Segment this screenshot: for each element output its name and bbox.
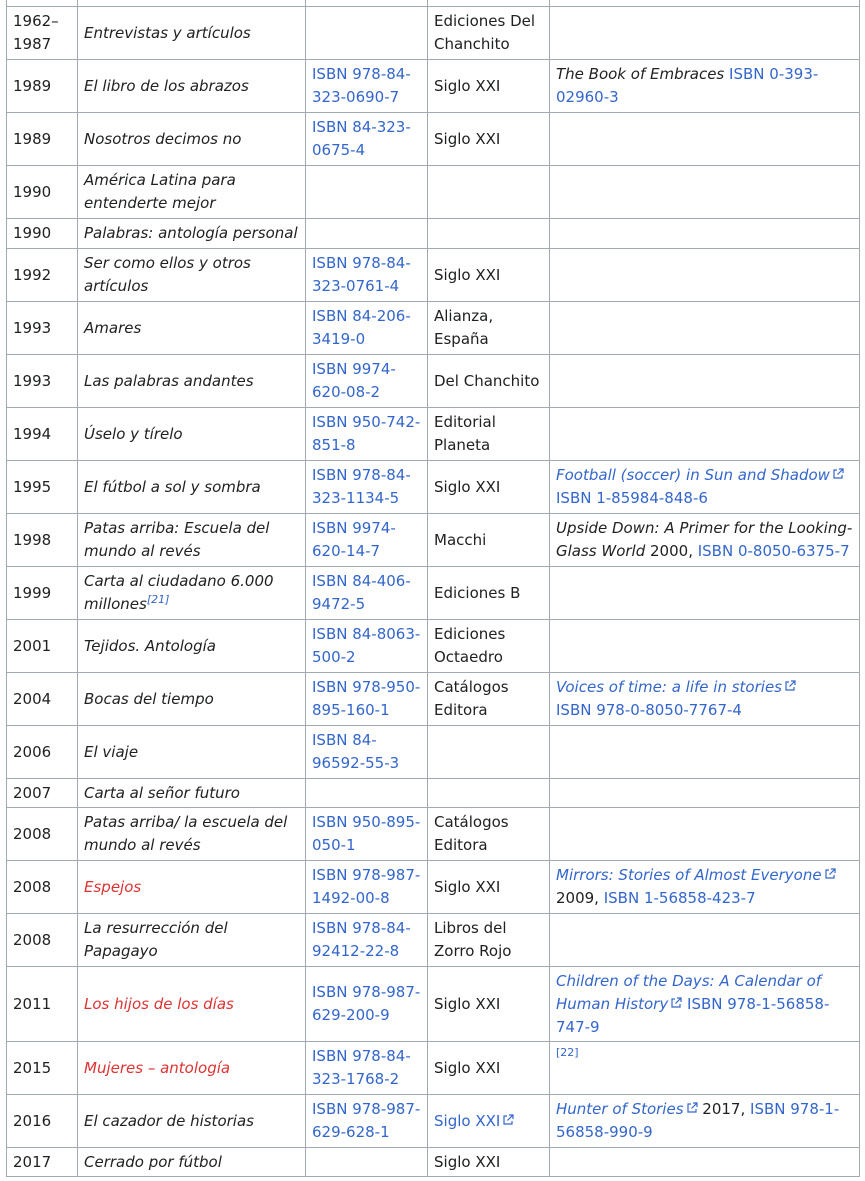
isbn-link[interactable]: ISBN 978-1-56858-747-9: [556, 994, 830, 1036]
publisher-cell: Ediciones B: [428, 567, 550, 620]
isbn-cell: [306, 113, 428, 166]
isbn-cell: [306, 808, 428, 861]
title-cell: El viaje: [78, 726, 306, 779]
publisher-cell: [428, 166, 550, 219]
year-cell: 2008: [7, 861, 78, 914]
isbn-cell: [306, 461, 428, 514]
year-cell: 1990: [7, 219, 78, 249]
year-cell: 1992: [7, 249, 78, 302]
year-cell: 1962–1987: [7, 7, 78, 60]
year-cell: 1993: [7, 355, 78, 408]
isbn-link[interactable]: ISBN 978-84-323-1768-2: [312, 1047, 411, 1088]
title-redlink[interactable]: Los hijos de los días: [84, 994, 234, 1013]
title-cell: Las palabras andantes: [78, 355, 306, 408]
isbn-cell: [306, 355, 428, 408]
year-cell: 1990: [7, 166, 78, 219]
year-cell: 1998: [7, 514, 78, 567]
title-cell: Palabras: antología personal: [78, 219, 306, 249]
publisher-cell: Siglo XXI: [428, 967, 550, 1042]
isbn-link[interactable]: ISBN 950-742-851-8: [312, 413, 421, 454]
reference-link[interactable]: [21]: [146, 593, 170, 606]
title-text: Carta al ciudadano 6.000 millones: [84, 572, 274, 613]
table-row: [7, 779, 860, 808]
publisher-cell: [428, 219, 550, 249]
title-cell: Úselo y tírelo: [78, 408, 306, 461]
isbn-link[interactable]: ISBN 84-406-9472-5: [312, 572, 411, 613]
english-cell: [550, 779, 860, 808]
english-cell: [550, 673, 860, 726]
year-cell: 2008: [7, 808, 78, 861]
isbn-cell: [306, 166, 428, 219]
publisher-cell: Siglo XXI: [428, 60, 550, 113]
isbn-cell: [306, 914, 428, 967]
isbn-cell: [306, 1095, 428, 1148]
title-cell: Nosotros decimos no: [78, 113, 306, 166]
title-cell: El libro de los abrazos: [78, 60, 306, 113]
english-cell: [550, 7, 860, 60]
isbn-link[interactable]: ISBN 84-8063-500-2: [312, 625, 421, 666]
table-row: [7, 355, 860, 408]
isbn-link[interactable]: ISBN 1-85984-848-6: [556, 489, 708, 507]
english-cell: [550, 1148, 860, 1177]
year-cell: 1993: [7, 302, 78, 355]
english-title: The Book of Embraces: [556, 65, 725, 83]
external-link-icon: [832, 468, 844, 480]
english-title-link[interactable]: Mirrors: Stories of Almost Everyone: [556, 866, 822, 884]
english-cell: [550, 1095, 860, 1148]
english-title-link[interactable]: Children of the Days: A Calendar of Human History: [556, 971, 822, 1013]
isbn-link[interactable]: ISBN 0-8050-6375-7: [697, 542, 850, 560]
table-row: [7, 567, 860, 620]
isbn-link[interactable]: ISBN 9974-620-08-2: [312, 360, 396, 401]
table-row: [7, 861, 860, 914]
isbn-link[interactable]: ISBN 978-84-323-0690-7: [312, 65, 411, 106]
isbn-cell: [306, 219, 428, 249]
isbn-cell: [306, 7, 428, 60]
isbn-link[interactable]: ISBN 978-950-895-160-1: [312, 678, 421, 719]
publisher-cell: Siglo XXI: [428, 1042, 550, 1095]
title-cell: Entrevistas y artículos: [78, 7, 306, 60]
publisher-cell: Siglo XXI: [428, 1148, 550, 1177]
english-cell: [550, 166, 860, 219]
year-cell: 1999: [7, 567, 78, 620]
year-cell: 2008: [7, 914, 78, 967]
title-cell: [78, 1042, 306, 1095]
table-row: [7, 408, 860, 461]
external-link-icon: [670, 997, 682, 1009]
english-title-link[interactable]: Voices of time: a life in stories: [556, 678, 782, 696]
english-title-link[interactable]: Football (soccer) in Sun and Shadow: [556, 466, 830, 484]
title-cell: [78, 967, 306, 1042]
table-row: [7, 726, 860, 779]
english-cell: [550, 355, 860, 408]
english-cell: [550, 914, 860, 967]
english-year: 2009,: [556, 889, 604, 907]
year-cell: 2006: [7, 726, 78, 779]
table-row: [7, 461, 860, 514]
publisher-cell: Ediciones Del Chanchito: [428, 7, 550, 60]
publisher-cell: Ediciones Octaedro: [428, 620, 550, 673]
title-cell: Cerrado por fútbol: [78, 1148, 306, 1177]
isbn-cell: [306, 779, 428, 808]
isbn-link[interactable]: ISBN 978-987-1492-00-8: [312, 866, 421, 907]
isbn-link[interactable]: ISBN 978-84-92412-22-8: [312, 919, 411, 960]
isbn-link[interactable]: ISBN 0-393-02960-3: [556, 65, 819, 106]
publisher-cell: [428, 779, 550, 808]
english-cell: [550, 302, 860, 355]
english-title-link[interactable]: Hunter of Stories: [556, 1100, 684, 1118]
title-cell: Patas arriba: Escuela del mundo al revés: [78, 514, 306, 567]
year-cell: 2017: [7, 1148, 78, 1177]
english-cell: [550, 514, 860, 567]
year-cell: 1994: [7, 408, 78, 461]
table-row: [7, 302, 860, 355]
title-cell: Ser como ellos y otros artículos: [78, 249, 306, 302]
year-cell: 2015: [7, 1042, 78, 1095]
isbn-cell: [306, 673, 428, 726]
table-row: [7, 249, 860, 302]
external-link-icon: [502, 1114, 514, 1126]
english-year: 2017,: [697, 1100, 751, 1118]
year-cell: 2016: [7, 1095, 78, 1148]
publisher-cell: [428, 726, 550, 779]
title-cell: La resurrección del Papagayo: [78, 914, 306, 967]
title-cell: [78, 861, 306, 914]
english-cell: [550, 620, 860, 673]
publisher-cell: Siglo XXI: [428, 249, 550, 302]
title-cell: Amares: [78, 302, 306, 355]
isbn-link[interactable]: ISBN 1-56858-423-7: [603, 889, 756, 907]
english-cell: [550, 808, 860, 861]
english-cell: [550, 1042, 860, 1095]
isbn-cell: [306, 514, 428, 567]
title-cell: Tejidos. Antología: [78, 620, 306, 673]
title-cell: Bocas del tiempo: [78, 673, 306, 726]
english-cell: [550, 249, 860, 302]
external-link-icon: [824, 868, 836, 880]
year-cell: 2001: [7, 620, 78, 673]
publisher-cell: Siglo XXI: [428, 861, 550, 914]
table-row: [7, 620, 860, 673]
isbn-link[interactable]: ISBN 978-0-8050-7767-4: [556, 701, 742, 719]
publisher-cell: Catálogos Editora: [428, 673, 550, 726]
isbn-cell: [306, 1042, 428, 1095]
table-row: [7, 808, 860, 861]
table-row: [7, 514, 860, 567]
year-cell: 2011: [7, 967, 78, 1042]
isbn-link[interactable]: ISBN 84-206-3419-0: [312, 307, 411, 348]
table-row: [7, 7, 860, 60]
table-row: [7, 1095, 860, 1148]
publisher-cell: Siglo XXI: [428, 113, 550, 166]
isbn-link[interactable]: ISBN 84-323-0675-4: [312, 118, 411, 159]
year-cell: 1989: [7, 113, 78, 166]
english-cell: [550, 113, 860, 166]
title-cell: Patas arriba/ la escuela del mundo al revés: [78, 808, 306, 861]
publisher-cell: Siglo XXI: [428, 461, 550, 514]
isbn-link[interactable]: ISBN 978-987-629-628-1: [312, 1100, 421, 1141]
year-cell: 1995: [7, 461, 78, 514]
year-cell: 2007: [7, 779, 78, 808]
isbn-link[interactable]: ISBN 978-84-323-0761-4: [312, 254, 411, 295]
isbn-link[interactable]: ISBN 978-84-323-1134-5: [312, 466, 411, 507]
isbn-cell: [306, 726, 428, 779]
table-row: [7, 60, 860, 113]
isbn-link[interactable]: ISBN 978-987-629-200-9: [312, 983, 421, 1024]
table-row: [7, 166, 860, 219]
external-link-icon: [784, 680, 796, 692]
english-cell: [550, 408, 860, 461]
publisher-cell: Macchi: [428, 514, 550, 567]
title-cell: El fútbol a sol y sombra: [78, 461, 306, 514]
table-row: [7, 673, 860, 726]
publisher-cell: Editorial Planeta: [428, 408, 550, 461]
title-redlink[interactable]: Mujeres – antología: [84, 1058, 231, 1077]
publisher-cell: [428, 1095, 550, 1148]
isbn-link[interactable]: ISBN 9974-620-14-7: [312, 519, 396, 560]
title-cell: El cazador de historias: [78, 1095, 306, 1148]
publisher-cell: Alianza, España: [428, 302, 550, 355]
english-cell: [550, 967, 860, 1042]
title-cell: América Latina para entenderte mejor: [78, 166, 306, 219]
bibliography-table: [6, 0, 860, 1177]
table-row: [7, 914, 860, 967]
external-link-icon: [686, 1102, 698, 1114]
isbn-cell: [306, 967, 428, 1042]
isbn-cell: [306, 567, 428, 620]
english-cell: [550, 219, 860, 249]
english-title: Upside Down: A Primer for the Looking-Glass World: [556, 519, 853, 560]
table-row: [7, 113, 860, 166]
table-row: [7, 1042, 860, 1095]
table-row: [7, 1148, 860, 1177]
isbn-link[interactable]: ISBN 84-96592-55-3: [312, 731, 400, 772]
english-cell: [550, 60, 860, 113]
table-row: [7, 219, 860, 249]
english-cell: [550, 861, 860, 914]
english-cell: [550, 567, 860, 620]
english-year: 2000,: [645, 542, 698, 560]
publisher-cell: Catálogos Editora: [428, 808, 550, 861]
title-cell: [78, 567, 306, 620]
english-cell: [550, 726, 860, 779]
isbn-cell: [306, 408, 428, 461]
english-cell: [550, 461, 860, 514]
reference-link[interactable]: [22]: [556, 1046, 579, 1059]
year-cell: 1989: [7, 60, 78, 113]
isbn-cell: [306, 1148, 428, 1177]
isbn-cell: [306, 861, 428, 914]
publisher-cell: Del Chanchito: [428, 355, 550, 408]
table-row: [7, 967, 860, 1042]
isbn-cell: [306, 249, 428, 302]
isbn-cell: [306, 620, 428, 673]
year-cell: 2004: [7, 673, 78, 726]
publisher-link[interactable]: Siglo XXI: [434, 1111, 501, 1130]
isbn-cell: [306, 60, 428, 113]
title-cell: Carta al señor futuro: [78, 779, 306, 808]
isbn-link[interactable]: ISBN 978-1-56858-990-9: [556, 1100, 840, 1141]
publisher-cell: Libros del Zorro Rojo: [428, 914, 550, 967]
isbn-link[interactable]: ISBN 950-895-050-1: [312, 813, 421, 854]
isbn-cell: [306, 302, 428, 355]
title-redlink[interactable]: Espejos: [84, 877, 142, 896]
